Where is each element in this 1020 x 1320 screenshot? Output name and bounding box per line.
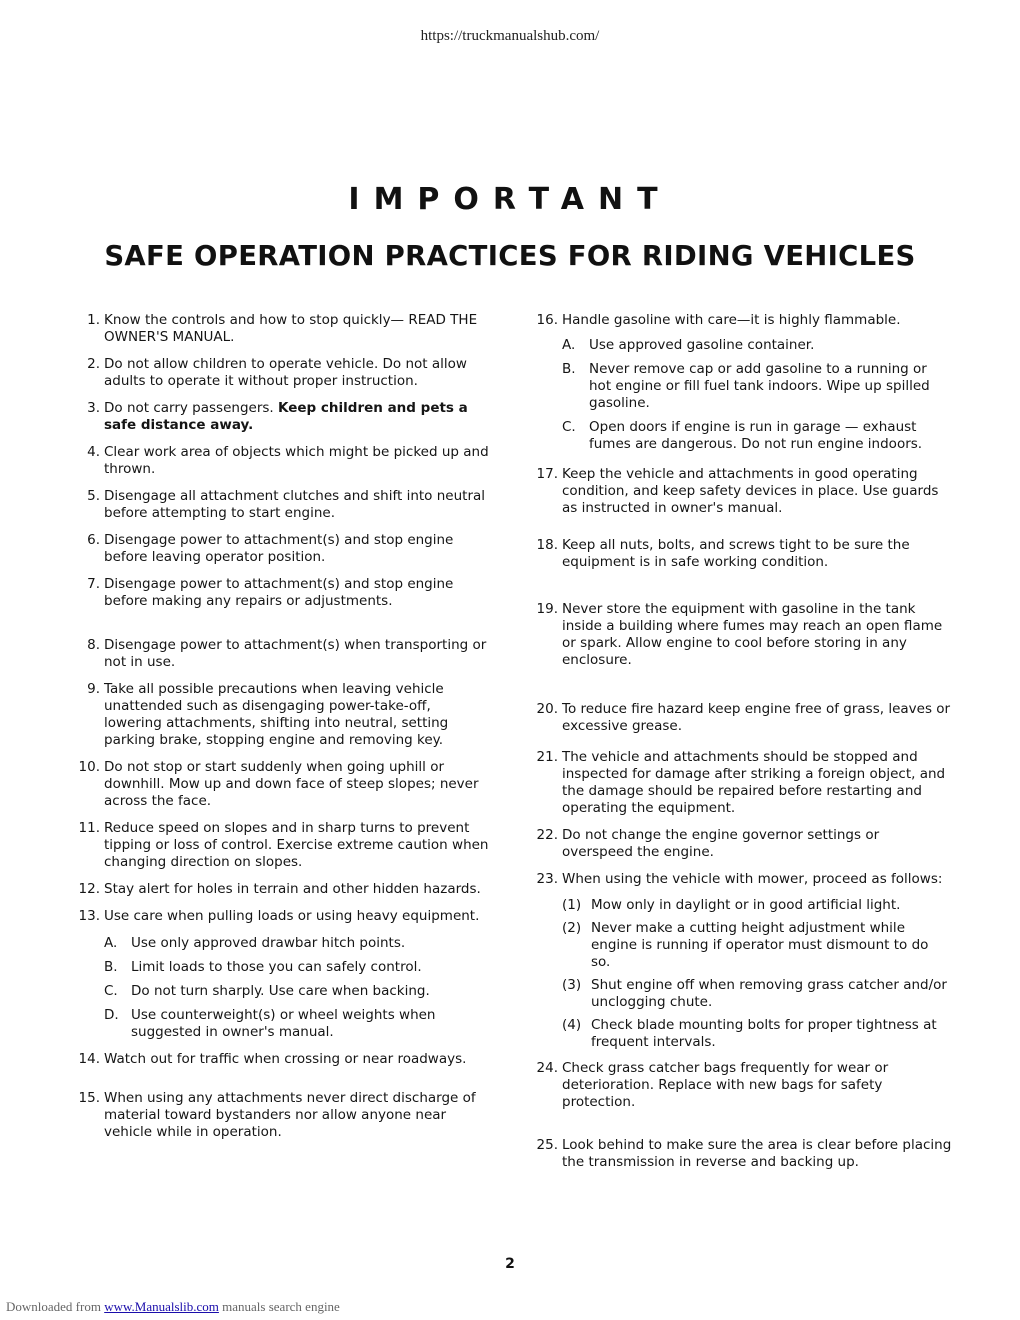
sub-item xyxy=(562,920,952,971)
item-text-regular: Do not carry passengers. xyxy=(104,400,274,416)
item-number: 4. xyxy=(87,444,100,460)
item-text xyxy=(104,400,492,434)
item-number: 13. xyxy=(78,908,100,924)
item-number: 5. xyxy=(87,488,100,504)
sub-item-label: (2) xyxy=(562,920,582,936)
list-item xyxy=(532,466,952,517)
sub-item xyxy=(104,1007,492,1041)
item-text: Do not stop or start suddenly when going uphill or downhill. Mow up and down face of steep slopes; never across the face. xyxy=(104,759,479,809)
list-item xyxy=(532,827,952,861)
item-text: Do not change the engine governor settings or overspeed the engine. xyxy=(562,827,880,860)
list-item xyxy=(74,908,492,1041)
item-number: 6. xyxy=(87,532,100,548)
item-text: Disengage power to attachment(s) when transporting or not in use. xyxy=(104,637,487,670)
list-item xyxy=(532,312,952,453)
list-item xyxy=(74,400,492,434)
sub-item-text: Open doors if engine is run in garage — exhaust fumes are dangerous. Do not run engine indoors. xyxy=(589,419,923,452)
item-text: Take all possible precautions when leaving vehicle unattended such as disengaging power-take-off, lowering attachments, shifting into neutral, setting parking brake, stopping engine and removing key. xyxy=(104,681,449,748)
item-text: The vehicle and attachments should be stopped and inspected for damage after striking a foreign object, and the damage should be repaired before restarting and operating the equipment. xyxy=(562,749,946,816)
manualslib-link[interactable]: www.Manualslib.com xyxy=(104,1299,219,1314)
sub-item-label: C. xyxy=(104,983,118,999)
sub-item-label: (4) xyxy=(562,1017,582,1033)
item-text: Look behind to make sure the area is clear before placing the transmission in reverse and backing up. xyxy=(562,1137,952,1170)
item-text: To reduce fire hazard keep engine free of grass, leaves or excessive grease. xyxy=(562,701,951,734)
sub-item xyxy=(104,935,492,952)
list-item xyxy=(74,1090,492,1141)
sub-item-label: B. xyxy=(562,361,576,377)
sub-item-text: Use approved gasoline container. xyxy=(589,337,815,353)
sub-item-text: Never make a cutting height adjustment while engine is running if operator must dismount to do so. xyxy=(591,920,929,970)
list-item xyxy=(532,1137,952,1171)
sub-item xyxy=(562,361,952,412)
sub-item xyxy=(562,337,952,354)
right-column xyxy=(532,312,952,1171)
item-number: 1. xyxy=(87,312,100,328)
list-item xyxy=(532,871,952,1051)
sub-item-label: C. xyxy=(562,419,576,435)
sub-item-label: B. xyxy=(104,959,118,975)
item-text: Disengage power to attachment(s) and stop engine before making any repairs or adjustments. xyxy=(104,576,454,609)
item-text-bold: Keep children and pets a safe distance away. xyxy=(104,400,468,433)
sub-item xyxy=(562,419,952,453)
sub-item-label: A. xyxy=(562,337,576,353)
item-text: Do not allow children to operate vehicle. Do not allow adults to operate it without proper instruction. xyxy=(104,356,467,389)
sub-item-text: Shut engine off when removing grass catcher and/or unclogging chute. xyxy=(591,977,947,1010)
sub-item-label: A. xyxy=(104,935,118,951)
item-text: Never store the equipment with gasoline in the tank inside a building where fumes may reach an open flame or spark. Allow engine to cool before storing in any enclosure. xyxy=(562,601,943,668)
item-number: 12. xyxy=(78,881,100,897)
download-footer xyxy=(6,1299,340,1315)
item-text: Disengage all attachment clutches and shift into neutral before attempting to start engine. xyxy=(104,488,486,521)
header-url: https://truckmanualshub.com/ xyxy=(420,28,600,44)
item-number: 9. xyxy=(87,681,100,697)
item-text: Reduce speed on slopes and in sharp turns to prevent tipping or loss of control. Exercise extreme caution when changing direction on slopes. xyxy=(104,820,489,870)
list-item xyxy=(74,532,492,566)
sub-item-label: (1) xyxy=(562,897,582,913)
list-item xyxy=(532,1060,952,1111)
sub-item-text: Limit loads to those you can safely control. xyxy=(131,959,422,975)
list-item xyxy=(74,444,492,478)
sub-item-text: Use counterweight(s) or wheel weights when suggested in owner's manual. xyxy=(131,1007,436,1040)
page-number: 2 xyxy=(505,1256,515,1272)
item-text: When using the vehicle with mower, proceed as follows: xyxy=(562,871,943,887)
sub-item xyxy=(562,977,952,1011)
list-item xyxy=(74,820,492,871)
item-number: 3. xyxy=(87,400,100,416)
item-number: 16. xyxy=(536,312,558,328)
item-number: 8. xyxy=(87,637,100,653)
list-item xyxy=(74,356,492,390)
item-number: 15. xyxy=(78,1090,100,1106)
item-text: Keep all nuts, bolts, and screws tight to be sure the equipment is in safe working condition. xyxy=(562,537,910,570)
list-item xyxy=(532,601,952,669)
list-item xyxy=(74,312,492,346)
sub-item xyxy=(562,1017,952,1051)
page-title: IMPORTANT xyxy=(348,182,672,217)
item-text: Clear work area of objects which might be picked up and thrown. xyxy=(104,444,489,477)
sub-item-text: Use only approved drawbar hitch points. xyxy=(131,935,406,951)
item-text: Keep the vehicle and attachments in good operating condition, and keep safety devices in place. Use guards as instructed in owner's manual. xyxy=(562,466,939,516)
item-number: 17. xyxy=(536,466,558,482)
item-text: Check grass catcher bags frequently for wear or deterioration. Replace with new bags for safety protection. xyxy=(562,1060,889,1110)
item-number: 23. xyxy=(536,871,558,887)
item-number: 25. xyxy=(536,1137,558,1153)
sub-item-text: Do not turn sharply. Use care when backing. xyxy=(131,983,430,999)
item-number: 22. xyxy=(536,827,558,843)
item-number: 21. xyxy=(536,749,558,765)
list-item xyxy=(74,1051,492,1068)
page-subtitle: SAFE OPERATION PRACTICES FOR RIDING VEHICLES xyxy=(104,240,916,272)
item-text: Watch out for traffic when crossing or near roadways. xyxy=(104,1051,467,1067)
footer-prefix: Downloaded from xyxy=(6,1299,105,1314)
list-item xyxy=(74,881,492,898)
sub-item-label: D. xyxy=(104,1007,119,1023)
sub-item-label: (3) xyxy=(562,977,582,993)
list-item xyxy=(532,537,952,571)
item-text: Stay alert for holes in terrain and other hidden hazards. xyxy=(104,881,481,897)
footer-suffix: manuals search engine xyxy=(218,1299,340,1314)
list-item xyxy=(74,576,492,610)
item-text: Know the controls and how to stop quickly— READ THE OWNER'S MANUAL. xyxy=(104,312,478,345)
sub-item xyxy=(104,959,492,976)
item-text: Disengage power to attachment(s) and stop engine before leaving operator position. xyxy=(104,532,454,565)
item-number: 24. xyxy=(536,1060,558,1076)
list-item xyxy=(74,488,492,522)
item-number: 20. xyxy=(536,701,558,717)
item-number: 18. xyxy=(536,537,558,553)
item-number: 10. xyxy=(78,759,100,775)
item-number: 19. xyxy=(536,601,558,617)
list-item xyxy=(532,701,952,735)
list-item xyxy=(74,681,492,749)
left-column xyxy=(74,312,492,1141)
item-number: 11. xyxy=(78,820,100,836)
sub-item xyxy=(562,897,952,914)
sub-item-text: Never remove cap or add gasoline to a running or hot engine or fill fuel tank indoors. Wipe up spilled gasoline. xyxy=(589,361,930,411)
item-number: 2. xyxy=(87,356,100,372)
item-text: When using any attachments never direct discharge of material toward bystanders nor allow anyone near vehicle while in operation. xyxy=(104,1090,476,1140)
sub-item-text: Mow only in daylight or in good artificial light. xyxy=(591,897,901,913)
list-item xyxy=(74,637,492,671)
item-text: Use care when pulling loads or using heavy equipment. xyxy=(104,908,480,924)
item-number: 7. xyxy=(87,576,100,592)
sub-item-text: Check blade mounting bolts for proper tightness at frequent intervals. xyxy=(591,1017,937,1050)
sub-item xyxy=(104,983,492,1000)
list-item xyxy=(74,759,492,810)
item-number: 14. xyxy=(78,1051,100,1067)
item-text: Handle gasoline with care—it is highly flammable. xyxy=(562,312,901,328)
list-item xyxy=(532,749,952,817)
